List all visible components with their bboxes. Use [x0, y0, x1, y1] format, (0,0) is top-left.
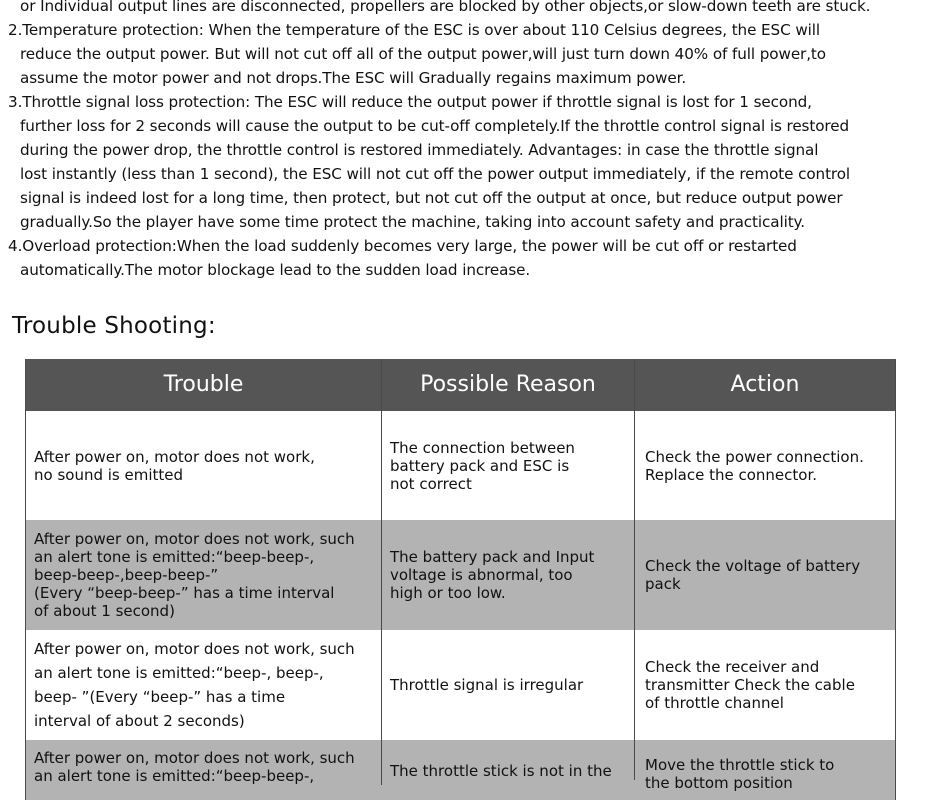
text-line: an alert tone is emitted:“beep-beep-,: [34, 767, 315, 785]
text-line: Check the power connection.: [645, 447, 864, 466]
action-cell: [635, 411, 893, 520]
text-line: beep-beep-,beep-beep-”: [34, 566, 219, 584]
trouble-cell: [26, 630, 382, 740]
text-line: beep- ”(Every “beep-” has a time: [34, 688, 286, 706]
trouble-cell: [26, 411, 382, 520]
text-line: of about 1 second): [34, 602, 175, 620]
protection-paragraph: [0, 0, 930, 282]
header-possible-reason: Possible Reason: [382, 359, 635, 411]
reason-cell: [382, 740, 635, 780]
text-line: interval of about 2 seconds): [34, 712, 245, 730]
protection-line: gradually.So the player have some time protect the machine, taking into account safety and practicality.: [20, 213, 806, 231]
protection-line: automatically.The motor blockage lead to the sudden load increase.: [20, 261, 531, 279]
protection-line: assume the motor power and not drops.The ESC will Gradually regains maximum power.: [20, 69, 687, 87]
trouble-shooting-table: [25, 359, 896, 800]
text-line: pack: [645, 575, 681, 593]
text-line: transmitter Check the cable: [645, 676, 855, 694]
text-line: Check the voltage of battery: [645, 557, 861, 575]
reason-cell: [382, 411, 635, 520]
protection-line: lost instantly (less than 1 second), the ESC will not cut off the power output immediately, if the remote control: [20, 165, 851, 183]
reason-cell: [382, 630, 635, 740]
action-cell: [635, 740, 893, 792]
action-cell: [635, 520, 893, 630]
text-line: The battery pack and Input: [390, 548, 595, 566]
table-header-row: [26, 359, 895, 411]
text-line: an alert tone is emitted:“beep-beep-,: [34, 548, 315, 566]
text-line: After power on, motor does not work, such: [34, 530, 355, 548]
text-line: no sound is emitted: [34, 465, 184, 484]
action-cell: [635, 630, 893, 740]
protection-line: 3.Throttle signal loss protection: The ESC will reduce the output power if throttle signal is lost for 1 second,: [8, 93, 812, 111]
text-line: Throttle signal is irregular: [390, 676, 584, 694]
text-line: of throttle channel: [645, 694, 784, 712]
protection-line: during the power drop, the throttle control is restored immediately. Advantages: in case the throttle signal: [20, 141, 819, 159]
protection-line: further loss for 2 seconds will cause the output to be cut-off completely.If the throttle control signal is restored: [20, 117, 850, 135]
text-line: (Every “beep-beep-” has a time interval: [34, 584, 335, 602]
text-line: The throttle stick is not in the: [390, 762, 612, 780]
trouble-cell: [26, 520, 382, 630]
table-row: [26, 411, 895, 520]
protection-line: 2.Temperature protection: When the temperature of the ESC is over about 110 Celsius degrees, the ESC will: [8, 21, 820, 39]
section-heading: Trouble Shooting:: [12, 313, 216, 339]
protection-line: 4.Overload protection:When the load suddenly becomes very large, the power will be cut off or restarted: [8, 237, 797, 255]
text-line: battery pack and ESC is: [390, 456, 570, 475]
table-row: [26, 630, 895, 740]
text-line: not correct: [390, 474, 472, 493]
text-line: high or too low.: [390, 584, 506, 602]
text-line: Replace the connector.: [645, 465, 818, 484]
protection-line: reduce the output power. But will not cut off all of the output power,will just turn down 40% of full power,to: [20, 45, 826, 63]
text-line: Move the throttle stick to: [645, 756, 835, 774]
text-line: Check the receiver and: [645, 658, 820, 676]
header-action: Action: [730, 372, 800, 397]
table-row: [26, 740, 895, 800]
text-line: After power on, motor does not work, such: [34, 640, 355, 658]
table-row: [26, 520, 895, 630]
trouble-cell: [26, 740, 382, 785]
text-line: the bottom position: [645, 774, 793, 792]
text-line: The connection between: [390, 438, 575, 457]
reason-cell: [382, 520, 635, 630]
protection-line: or Individual output lines are disconnected, propellers are blocked by other objects,or slow-down teeth are stuck.: [20, 0, 871, 15]
text-line: After power on, motor does not work,: [34, 447, 315, 466]
header-trouble: Trouble: [26, 359, 382, 411]
text-line: voltage is abnormal, too: [390, 566, 573, 584]
text-line: an alert tone is emitted:“beep-, beep-,: [34, 664, 324, 682]
text-line: After power on, motor does not work, such: [34, 749, 355, 767]
protection-line: signal is indeed lost for a long time, then protect, but not cut off the output at once, but reduce output power: [20, 189, 843, 207]
